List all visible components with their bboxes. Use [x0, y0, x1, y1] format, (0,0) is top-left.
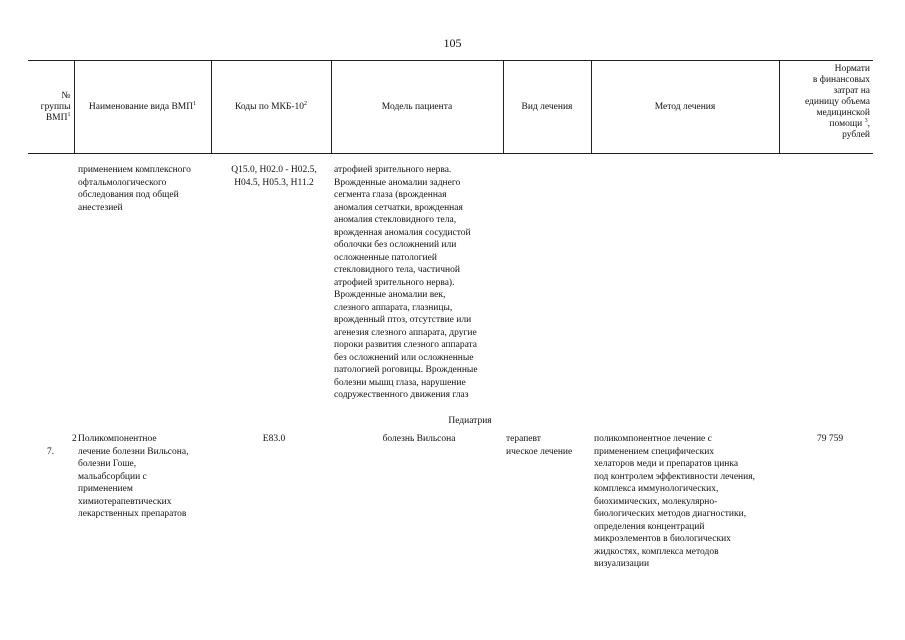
row2-group-number-suffix: 7.: [47, 447, 55, 457]
row1-patient-model: атрофией зрительного нерва. Врожденные аномалии заднего сегмента глаза (врожденная аномалия сетчатки, врожденная аномалия стекловидного тела, врожденная аномалия сосудистой оболочки без осложнений или осложненные патологией стекловидного тела, частичной атрофией зрительного нерва). Врожденные аномалии век, слезного аппарата, глазницы, врожденный птоз, отсутствие или агенезия слезного аппарата, другие пороки развития слезного аппарата без осложнений или осложненные патологией роговицы. Врожденные болезни мышц глаза, нарушение содружественного движения глаз: [334, 165, 478, 400]
header-icd-codes: Коды по МКБ-$10^2$: [211, 61, 331, 154]
row1-vmp-name: применением комплексного офтальмологического обследования под общей анестезией: [78, 165, 191, 213]
row2-group-number: 2: [72, 434, 77, 444]
section-title: Педиатрия: [448, 416, 492, 426]
row2-treatment-method: поликомпонентное лечение с применением специфических хелаторов меди и препаратов цинка под контролем эффективности лечения, комплекса иммунологических, биохимических, молекулярно- биологических методов диагностики, определения концентраций микроэлементов в биологических жидкостях, комплекса методов визуализации: [594, 434, 755, 569]
header-financial-norm: Нормати в финансовых затрат на единицу объема медицинской помощи $^3$, рублей: [779, 61, 873, 154]
row2-financial-norm: 79 759: [816, 434, 844, 444]
row1-icd-codes: Q15.0, H02.0 - H02.5, H04.5, H05.3, H11.2: [231, 165, 317, 188]
header-treatment-type: Вид лечения: [503, 61, 591, 154]
header-vmp-name: Наименование вида ВМП$^1$: [74, 61, 211, 154]
header-treatment-method: Метод лечения: [591, 61, 779, 154]
row2-treatment-type: терапевт ическое лечение: [506, 434, 573, 457]
header-group-number: № группы ВМП$^1$: [28, 61, 74, 154]
row2-patient-model: болезнь Вильсона: [382, 434, 456, 444]
row2-vmp-name: Поликомпонентное лечение болезни Вильсона, болезни Гоше, мальабсорбции с применением химиотерапевтических лекарственных препаратов: [78, 434, 189, 519]
row2-icd-codes: E83.0: [262, 434, 286, 444]
page-number: 105: [443, 36, 462, 50]
header-patient-model: Модель пациента: [331, 61, 503, 154]
table-header: [28, 60, 873, 154]
